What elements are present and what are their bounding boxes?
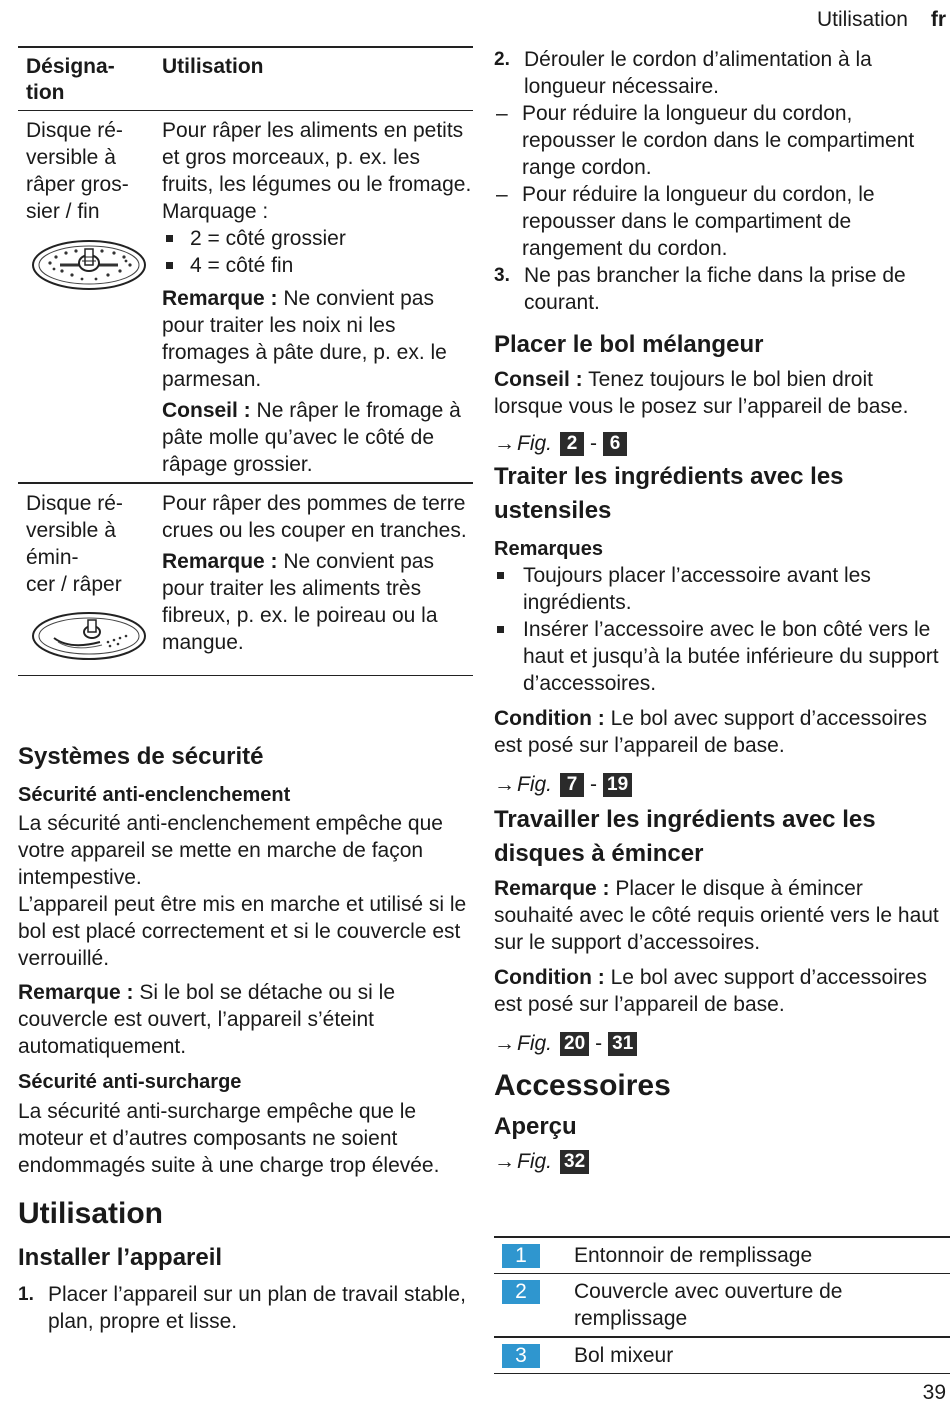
tools-condition: [494, 705, 946, 759]
condition-label: Condition :: [494, 707, 605, 730]
accessories-heading: Accessoires: [494, 1069, 671, 1102]
table-row-text: Pour râper des pommes de terre crues ou les couper en tranches.: [162, 491, 467, 542]
note-text: Ne convient pas pour traiter les noix ni les fromages à pâte dure, p. ex. le parmesan.: [162, 287, 447, 391]
table-row-marking: Marquage :: [162, 200, 269, 223]
tools-heading: Traiter les ingrédients avec les ustensiles: [494, 463, 844, 524]
overload-heading: Sécurité anti-surcharge: [18, 1071, 242, 1093]
accessory-number-badge: 1: [502, 1244, 540, 1268]
table-row-text: Pour râper les aliments en petits et gros morceaux, p. ex. les fruits, les légumes ou le fromage.: [162, 119, 472, 196]
table-row-tip: [162, 397, 473, 478]
tip-label: Conseil :: [162, 399, 251, 422]
accessory-label: Couvercle avec ouverture de remplissage: [574, 1280, 843, 1330]
accessory-row: [494, 1238, 950, 1273]
figure-number-badge: 6: [603, 432, 627, 456]
table-header-row: [18, 48, 473, 110]
tools-notes-heading: Remarques: [494, 538, 603, 560]
right-column: [494, 46, 946, 1176]
table-header-usage: Utilisation: [162, 54, 264, 78]
accessory-number-badge: 3: [502, 1344, 540, 1368]
table-rule: [494, 1373, 950, 1375]
usage-heading: Utilisation: [18, 1197, 164, 1230]
table-row: [18, 111, 473, 482]
arrow-icon: →: [494, 1032, 515, 1055]
anti-start-paragraph: L’appareil peut être mis en marche et utilisé si le bol est placé correctement et si le couvercle est verrouillé.: [18, 893, 467, 970]
slicing-note: [494, 875, 946, 956]
install-step: [18, 1281, 473, 1335]
accessory-number-badge: 2: [502, 1280, 540, 1304]
condition-text: Le bol avec support d’accessoires est posé sur l’appareil de base.: [494, 966, 927, 1016]
running-header-language: fr: [930, 8, 946, 31]
fig-separator: -: [590, 432, 598, 455]
step-text: Placer l’appareil sur un plan de travail stable, plan, propre et lisse.: [48, 1283, 466, 1333]
note-label: Remarque :: [162, 287, 278, 310]
running-header-section: Utilisation: [816, 8, 908, 31]
figure-reference: [494, 1148, 946, 1176]
figure-reference: [494, 430, 946, 458]
page-number: 39: [922, 1381, 946, 1404]
table-header-designation: Désigna- tion: [26, 54, 115, 104]
step-sub-item: – Pour réduire la longueur du cordon, le repousser dans le compartiment de rangement du cordon.: [464, 181, 946, 262]
condition-text: Le bol avec support d’accessoires est posé sur l’appareil de base.: [494, 707, 927, 757]
accessories-table: [494, 1236, 950, 1374]
safety-heading: Systèmes de sécurité: [18, 743, 264, 770]
accessory-label: Entonnoir de remplissage: [574, 1243, 813, 1267]
figure-number-badge: 31: [608, 1032, 637, 1056]
step-number: 1.: [18, 1284, 34, 1305]
slicing-disc-image: [30, 608, 148, 664]
table-row-note: [162, 548, 473, 656]
table-row-name: Disque ré- versible à râper gros- sier / fin: [26, 119, 129, 223]
safety-section: [18, 740, 473, 1335]
figure-reference: [494, 1030, 946, 1058]
note-text: Si le bol se détache ou si le couvercle est ouvert, l’appareil s’éteint automatiquement.: [18, 981, 396, 1058]
accessory-label: Bol mixeur: [574, 1343, 674, 1367]
step-number: 3.: [494, 265, 510, 286]
table-rule-bottom: [18, 675, 473, 677]
arrow-icon: →: [494, 773, 515, 796]
note-text: Placer le disque à émincer souhaité avec le côté requis orienté vers le haut sur le support d’accessoires.: [494, 877, 939, 954]
tip-label: Conseil :: [494, 368, 583, 391]
note-label: Remarque :: [18, 981, 134, 1004]
step-text: Ne pas brancher la fiche dans la prise de courant.: [524, 264, 906, 314]
install-step: [494, 262, 946, 316]
step-number: 2.: [494, 49, 510, 70]
marking-item: 2 = côté grossier: [162, 225, 473, 252]
table-row-name: Disque ré- versible à émin- cer / râper: [26, 491, 123, 596]
note-text: Ne convient pas pour traiter les aliments très fibreux, p. ex. le poireau ou la mangue.: [162, 549, 438, 654]
figure-number-badge: 20: [560, 1032, 589, 1056]
figure-number-badge: 32: [560, 1150, 589, 1174]
figure-reference: [494, 771, 946, 799]
slicing-condition: [494, 964, 946, 1018]
overview-heading: Aperçu: [494, 1113, 577, 1140]
fig-separator: -: [590, 773, 598, 796]
tools-note-item: Insérer l’accessoire avec le bon côté vers le haut et jusqu’à la butée inférieure du support d’accessoires.: [494, 616, 946, 697]
attachment-table: [18, 46, 473, 676]
step-sub-item: – Pour réduire la longueur du cordon, repousser le cordon dans le compartiment range cordon.: [464, 100, 946, 181]
table-row-note: [162, 285, 473, 393]
arrow-icon: →: [494, 1150, 515, 1173]
tip-text: Tenez toujours le bol bien droit lorsque vous le posez sur l’appareil de base.: [494, 368, 909, 418]
fig-label: Fig.: [517, 1032, 553, 1055]
fig-separator: -: [595, 1032, 603, 1055]
slicing-heading: Travailler les ingrédients avec les disques à émincer: [494, 806, 876, 867]
tools-note-item: Toujours placer l’accessoire avant les ingrédients.: [494, 562, 946, 616]
install-heading: Installer l’appareil: [18, 1244, 223, 1271]
anti-start-note: [18, 979, 473, 1060]
bowl-tip: [494, 366, 946, 420]
bowl-heading: Placer le bol mélangeur: [494, 331, 764, 358]
figure-number-badge: 7: [560, 773, 584, 797]
figure-number-badge: 2: [560, 432, 584, 456]
figure-number-badge: 19: [603, 773, 632, 797]
overload-paragraph: La sécurité anti-surcharge empêche que le moteur et d’autres composants ne soient endommagés suite à une charge trop élevée.: [18, 1100, 440, 1177]
accessory-row: [494, 1338, 950, 1373]
arrow-icon: →: [494, 432, 515, 455]
fig-label: Fig.: [517, 432, 553, 455]
marking-item: 4 = côté fin: [162, 252, 473, 279]
grating-disc-image: [30, 235, 148, 295]
condition-label: Condition :: [494, 966, 605, 989]
anti-start-paragraph: La sécurité anti-enclenchement empêche que votre appareil se mette en marche de façon intempestive.: [18, 812, 443, 889]
anti-start-heading: Sécurité anti-enclenchement: [18, 784, 291, 806]
fig-label: Fig.: [517, 1150, 553, 1173]
note-label: Remarque :: [162, 549, 278, 573]
fig-label: Fig.: [517, 773, 553, 796]
note-label: Remarque :: [494, 877, 610, 900]
table-row: [18, 484, 473, 675]
step-text: Dérouler le cordon d’alimentation à la longueur nécessaire.: [524, 48, 872, 98]
accessory-row: [494, 1274, 950, 1336]
install-step: [494, 46, 946, 100]
tip-text: Ne râper le fromage à pâte molle qu’avec le côté de râpage grossier.: [162, 399, 461, 476]
